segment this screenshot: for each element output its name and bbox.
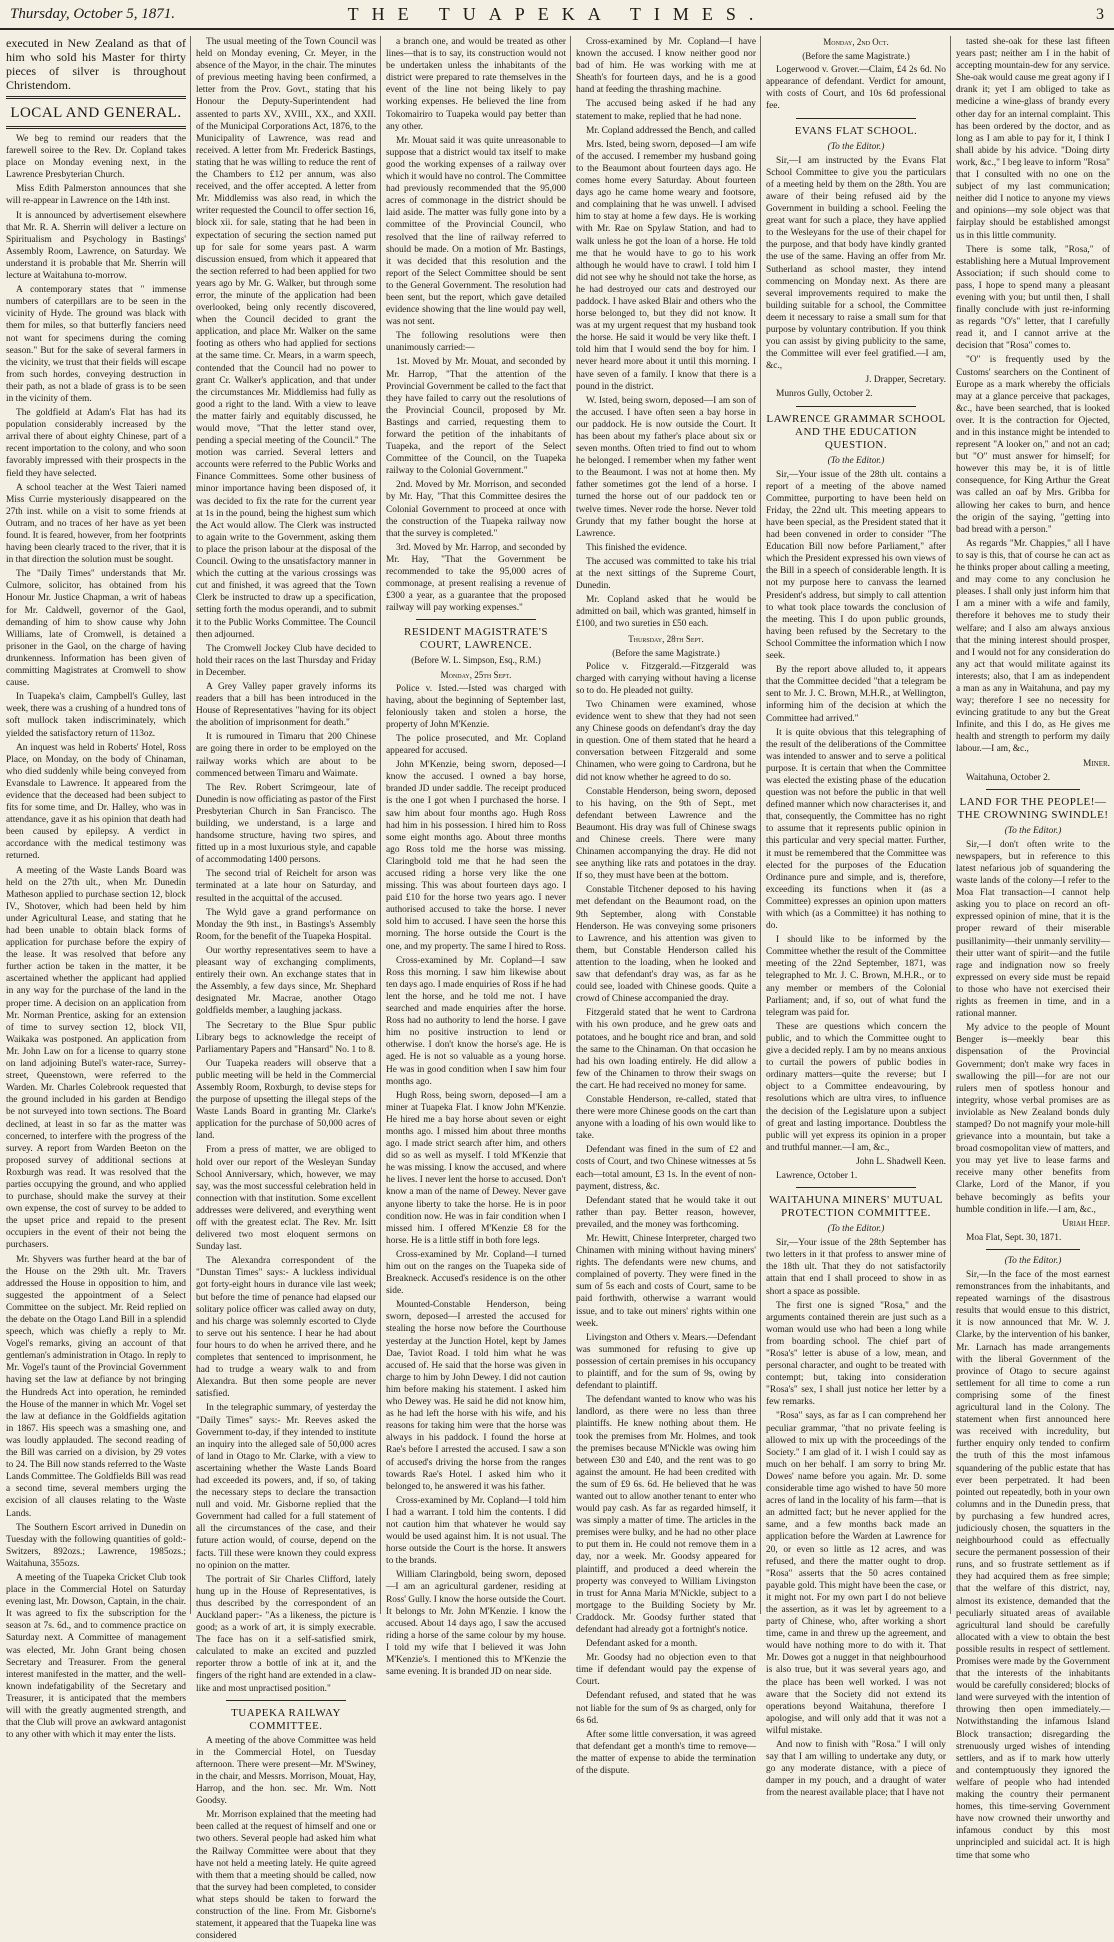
letter-paragraph: As regards "Mr. Chappies," all I have to say is this, that of course he can act as he thinks proper about calling a meeting, and may come to any conclusion he pleases. I shall only just inform him that I am a miner with a wife and family, therefore it behoves me to study their welfare; and I also am always anxious that the mining interest should prosper, and I would not for any consideration do any act that would militate against its interests; also, that I am as independent a man as any in Waitahuna, and pay my way; therefore I see no necessity for evincing gratitude to any but the Great Infinite, and this I do, as He gives me health and strength to perform my daily labour.—I am, &c., [956,538,1110,755]
court-paragraph: Mrs. Isted, being sworn, deposed—I am wife of the accused. I remember my husband going to the Beaumont about fourteen days ago. He comes home every Saturday. About fourteen days ago he came home weary and footsore, and complaining that he was unwell. I advised him to stay at home a few days. He is working with Mr. Rae on Spylaw Station, and had to walk unless he got the loan of a horse. He told me that he would have to go to his work although he would have to crawl. I told him I did not see why he should not take the horse, as he had destroyed our cats and destroyed our paddock. I have asked Blair and others who the horse belonged to, but they did not know. It was at my urgent request that my husband took the horse. He said it would be very like theft. I told him that I would send the boy for him. I never heard more about it until this morning. I have seven of a family. I know that there is a pound in the district. [576,139,756,392]
to-editor-line: (To the Editor.) [827,1224,885,1235]
divider [6,96,186,99]
column-3 [386,36,567,1678]
news-paragraph: Our Tuapeka readers will observe that a public meeting will be held in the Commercial Assembly Room, Roxburgh, to devise steps for the purpose of upsetting the illegal steps of the Waste Lands Board in granting Mr. Clarke's application for the purchase of 50,000 acres of land. [196,1058,376,1142]
column-rule [570,36,571,1614]
divider [6,126,186,129]
court-paragraph: Fitzgerald stated that he went to Cardrona with his own produce, and he grew oats and potatoes, and he bought rice and bran, and sold the same to the Chinaman. On that occasion he had his own loading entirely. He did allow a few of the Chinamen to throw their swags on the cart. He had received no money for same. [576,1008,756,1091]
court-paragraph: Defendant refused, and stated that he was not liable for the sum of 9s as charged, only for 6s 6d. [576,1691,756,1726]
letter-heading: LAWRENCE GRAMMAR SCHOOL AND THE EDUCATION QUESTION. [766,412,946,451]
letter-heading: EVANS FLAT SCHOOL. [794,124,918,137]
court-paragraph: After some little conversation, it was agreed that defendant get a month's time to remove—the matter of expense to abide the termination of the dispute. [576,1729,756,1777]
news-paragraph: A school teacher at the West Taieri named Miss Currie mysteriously disappeared on the 27th inst. while on a visit to some friends at Outram, and no traces of her have as yet been found. It is feared, however, from her footprints having been clearly traced to the river, that it is in that direction the solution must be sought. [6,482,186,566]
article-paragraph: Mr. Morrison explained that the meeting had been called at the request of himself and one or two others. Several people had asked him what the Railway Committee were about that they have not held a meeting lately. He quite agreed with them that a meeting should be called, now that the survey had been completed, to consider what steps should be taken to forward the construction of the line. From Mr. Gisborne's statement, it appeared that the Tuapeka line was considered [196,1810,376,1942]
column-rule [760,36,761,1614]
news-paragraph: It is rumoured in Timaru that 200 Chinese are going there in order to be employed on the railway works which are about to be commenced between Timaru and Waimate. [196,732,376,779]
newspaper-title: THE TUAPEKA TIMES. [347,4,767,24]
court-paragraph: The police prosecuted, and Mr. Copland appeared for accused. [386,733,566,757]
news-paragraph: An inquest was held in Roberts' Hotel, Ross Place, on Monday, on the body of Chinaman, who died suddenly while being conveyed from Evansdale to Lawrence. It appeared from the evidence that the deceased had been subject to fits for some time, and Dr. Halley, who was in attendance, gave it as his opinion that death had been caused by epilepsy. A verdict in accordance with the medical testimony was returned. [6,742,186,862]
court-paragraph: Constable Henderson, being sworn, deposed to his having, on the 9th of Sept., met defendant between Lawrence and the Beaumont. His dray was full of Chinese swags and Chinese creels. There were many Chinamen accompanying the dray. He did not see anything like rats and potatoes in the dray. If so, they must have been at the bottom. [576,786,756,882]
news-paragraph: The Alexandra correspondent of the "Dunstan Times" says:- A luckless individual got forty-eight hours in durance vile last week; but before the time of penance had elapsed our solitary police officer was called away on duty, and his charge was solemnly escorted to Clyde to serve out his sentence. I hear he had about four hours to do when he arrived there, and he completes that sentenced to imprisonment, he had to trudge a weary walk to and from Alexandra. But then some people are never satisfied. [196,1256,376,1400]
divider [986,789,1080,790]
column-4 [576,36,756,1777]
news-paragraph: The goldfield at Adam's Flat has had its population considerably increased by the arrival there of about eighty Chinese, part of a recent importation to the colony, and who soon favorably impressed with their prospects in the field they have selected. [6,408,186,479]
court-paragraph: Defendant stated that he would take it out rather than pay. Better reason, however, prevailed, and the money was forthcoming. [576,1195,756,1230]
court-paragraph: Constable Titchener deposed to his having met defendant on the Beaumont road, on the 9th September, along with Constable Henderson. He was conveying some prisoners to Lawrence, and his attention was given to them, but Constable Henderson called his attention to the loading, when he looked and saw that defendant's dray was, as far as he could see, loaded with Chinese goods. Quite a crowd of Chinese accompanied the dray. [576,885,756,1005]
letter-signature: Miner. [1082,758,1110,769]
news-paragraph: The Wyld gave a grand performance on Monday the 9th inst., in Bastings's Assembly Room, for the benefit of the Tuapeka Hospital. [196,907,376,942]
news-paragraph: A meeting of the Tuapeka Cricket Club took place in the Commercial Hotel on Saturday evening last, Mr. Dowson, Captain, in the chair. It was agreed to fix the subscription for the season at 7s. 6d., and to commence practice on Saturday next. A Committee of management was elected, Mr. John Grant being chosen Secretary and Treasurer. From the general interest manifested in the matter, and the well-known indefatigability of the Secretary and Treasurer, it is anticipated that the members will with the greatly augmented strength, and that the Club will prove an awkward antagonist to any other with which it may enter the lists. [6,1572,186,1741]
court-paragraph: The accused was committed to take his trial at the next sittings of the Supreme Court, Dunedin. [576,556,756,592]
article-paragraph: Mr. Mouat said it was quite unreasonable to suppose that a district would tax itself to make good the working expenses of a railway over which it would have no control. The Committee had previously recommended that the 95,000 acres of commonage in the district should be laid aside. The matter was fully gone into by a committee of the Provincial Council, who resolved that the line of railway referred to should be made. On a motion of Mr. Bastings, it was decided that this resolution and the report of the Select Committee should be sent to the General Government. The resolution had been sent, but the report, which gave detailed evidence showing that the line would pay well, was not sent. [386,135,567,328]
court-paragraph: The accused being asked if he had any statement to make, replied that he had none. [576,99,756,122]
court-paragraph: The defendant wanted to know who was his landlord, as there were no less than three plaintiffs. He knew nothing about them. He took the premises from Mr. Holmes, and took the premises because M'Nickle was owing him between £30 and £40, and the rent was to go against the amount. He had been credited with the sum of £9 6s. 6d. He believed that he was wanted out to allow another tenant to enter who would pay cash. As far as regarded himself, it was simply a matter of time. The articles in the premises were bulky, and he had no other place to put them in. He could not remove them in a day, nor a week. Mr. Goodsy appeared for plaintiff, and produced a deed wherein the property was conveyed to William Livingston in trust for Anna Maria M'Nickle, subject to a mortgage to the Building Society by Mr. Craddock. Mr. Goodsy further stated that defendant had already got a fortnight's notice. [576,1395,756,1635]
news-paragraph: In the telegraphic summary, of yesterday the "Daily Times" says:- Mr. Reeves asked the Government to-day, if they intended to institute an inquiry into the alleged sale of 50,000 acres of land in Otago to Mr. Clarke, with a view to ascertaining whether the Waste Lands Board had exceeded its powers, and, if so, of taking the necessary steps to declare the transaction null and void. Mr. Gisborne replied that the Government had called for a full statement of all the circumstances of the case, and their future action would, of course, depend on the facts. Till these were known they could express no opinion on the matter. [196,1403,376,1571]
letter-paragraph: It is quite obvious that this telegraphing of the result of the deliberations of the Committee was intended to answer and to serve a political purpose. It is certain that when the Committee was elected the existing phase of the education question was not before the public in that well defined manner which now characterises it, and that, consequently, the Committee has no right to assume that it represents public opinion in this particular and very special matter. Further, it must be remembered that the Committee was elected for the purposes of the Education Ordinance pure and simple, and is, therefore, exceeding its functions when it (as a Committee) expresses an opinion upon matters with which (as a Committee) it has nothing to do. [766,727,946,932]
letter-paragraph: Sir,—Your issue of the 28th September has two letters in it that profess to answer mine of the 18th ult. That they do not satisfactorily attain that end I shall proceed to show in as short a space as possible. [766,1238,946,1297]
court-paragraph: Mounted-Constable Henderson, being sworn, deposed—I arrested the accused for stealing the horse now before the Courthouse yesterday at the Junction Hotel, kept by James Dae, Taviot Road. I told him what he was accused of. He said that the horse was given in charge to him by John Dewey. I did not caution him before making his statement. I asked him who Dewey was. He said he did not know him, as he had left the horse with his wife, and his reasons for taking him were that the horse was always in his paddock. I found the horse at Rae's before I arrested the accused. I saw a son of accused's driving the horse from the ranges towards Rae's Hotel. I asked him who it belonged to, he answered it was his father. [386,1300,566,1492]
court-paragraph: Livingston and Others v. Mears.—Defendant was summoned for refusing to give up possession of certain premises in his occupancy to plaintiff, and for the sum of 9s, owing by defendant to plaintiff. [576,1332,756,1392]
letter-heading: WAITAHUNA MINERS' MUTUAL PROTECTION COMMITTEE. [769,1194,943,1220]
news-paragraph: The Rev. Robert Scrimgeour, late of Dunedin is now officiating as pastor of the First Presbyterian Church in San Francisco. The building, we understand, is a large and handsome structure, having two spires, and fitted up in a most luxurious style, and capable of accommodating 1400 persons. [196,782,376,866]
divider [416,619,536,620]
news-paragraph: The Southern Escort arrived in Dunedin on Tuesday with the following quantities of gold:- Switzers, 892ozs.; Lawrence, 1985ozs.; Waitahuna, 355ozs. [6,1522,186,1569]
letter-signature: John L. Shadwell Keen. [856,1156,946,1167]
court-date: Monday, 25th Sept. [440,669,512,680]
court-paragraph: Cross-examined by Mr. Copland—I told him I had a warrant. I told him the contents. I did not caution him that whatever he would say would be used against him. It is not usual. The horse outside the Court is the horse. It answers to the brands. [386,1495,566,1567]
news-paragraph: From a press of matter, we are obliged to hold over our report of the Wesleyan Sunday School Anniversary, which, however, we may say, was the most successful celebration held in connection with that institution. Some excellent addresses were delivered, and everything went off with the greatest eclat. The Rev. Mr. Isitt delivered two most eloquent sermons on Sunday last. [196,1145,376,1253]
divider [796,1187,916,1188]
bench-note: (Before the same Magistrate.) [802,51,910,62]
divider [986,1249,1080,1250]
column-5 [766,36,946,1799]
letter-paragraph: Sir,—In the face of the most earnest remonstrances from the inhabitants, and repeated warnings of the disastrous results that would ensue to this district, it is now announced that Mr. W. J. Clarke, by the intervention of his banker, Mr. Larnach has made arrangements with the liberal Government of the province of Otago to secure against settlement for all time to come a run comprising some of the finest agricultural land in the Colony. The statement when first announced here was received with incredulity, but further enquiry only tended to confirm the truth of this the most infamous squandering of the public estate that has ever been perpetrated. It had been pointed out repeatedly, both in your own columns and in the Dunedin press, that by purchasing a few hundred acres, judiciously chosen, the squatters in the neighbourhood could as effectually secure the permanent possession of their runs, and so frustrate settlement as if they had acquired them as free simple; that the welfare of this district, nay, almost its existence, demanded that the peculiarly situated areas of available agricultural land should be carefully allocated with a view to obtain the best possible results in respect of settlement. Promises were made by the Government that the interests of the inhabitants would be carefully considered; blocks of land were surveyed with the intention of throwing then open immediately.—Notwithstanding the infamous Island Block transaction; disregarding the strenuously urged wishes of intending settlers, and as if to mark how utterly and contemptuously they ignored the welfare of people who had intended making the country their permanent homes, this time-serving Government have now crowned their unworthy and infamous conduct by this most unprincipled and suicidal act. It is high time that some who [956,1270,1110,1861]
court-paragraph: Constable Henderson, re-called, stated that there were more Chinese goods on the cart than anyone with a loading of his own would like to take. [576,1094,756,1142]
court-paragraph: Mr. Copland asked that he would be admitted on bail, which was granted, himself in £100, and two sureties in £50 each. [576,595,756,630]
letter-paragraph: There is some talk, "Rosa," of establishing here a Mutual Improvement Association; if such should come to pass, I hope to spend many a pleasant evening with you; but until then, I shall finally conclude with just re-informing as regards "O's" letter, that I carefully read it, and I cannot arrive at the decision that "Rosa" comes to. [956,244,1110,352]
letter-paragraph: I should like to be informed by the Committee whether the result of the Committee meeting of the 22nd September, 1871, was telegraphed to Mr. J. C. Brown, M.H.R., or to any member or members of the Colonial Parliament; and, if so, out of what fund the telegram was paid for. [766,935,946,1018]
news-paragraph: We beg to remind our readers that the farewell soiree to the Rev. Dr. Copland takes place on Monday evening next, in the Lawrence Presbyterian Church. [6,134,186,181]
court-paragraph: Police v. Fitzgerald.—Fitzgerald was charged with carrying without having a license so to do. He pleaded not guilty. [576,661,756,696]
article-heading: TUAPEKA RAILWAY COMMITTEE. [231,1706,341,1732]
news-paragraph: The "Daily Times" understands that Mr. Culmore, solicitor, has obtained from his Honour Mr. Justice Chapman, a writ of habeas for Mr. Caldwell, governor of the Gaol, demanding of him to show cause why John Williams, late of Cromwell, is detained a prisoner in the Gaol, on the charge of having drunkenness. Information has been given of committing Magistrates at Cromwell to show cause. [6,569,186,689]
letter-paragraph: The first one is signed "Rosa," and the arguments contained therein are just such as a woman would use who had been a long while from boarding school. The chief part of "Rosa's" letter is abuse of a low, mean, and personal character, and ought to be treated with contempt; but, taking into consideration "Rosa's" sex, I shall just notice her letter by a few remarks. [766,1300,946,1408]
column-6 [956,36,1110,1861]
news-paragraph: A contemporary states that " immense numbers of caterpillars are to be seen in the vicinity of Hyde. The ground was black with them for miles, so that butterfly fanciers need not want for specimens during the coming season." But for the sake of several farmers in the vicinity, we trust that their fields will escape from such hordes, conveying destruction in their path, as not a blade of grass is to be seen in the vicinity of them. [6,285,186,404]
court-paragraph: Mr. Goodsy had no objection even to that time if defendant would pay the expense of Court. [576,1653,756,1688]
letter-paragraph: By the report above alluded to, it appears that the Committee decided "that a telegram be sent to Mr. J. C. Brown, M.H.R., at Wellington, informing him of the decision at which the Committee had arrived." [766,665,946,724]
court-date: Monday, 2nd Oct. [823,37,889,47]
letter-heading: LAND FOR THE PEOPLE!—THE CROWNING SWINDLE! [957,795,1109,821]
to-editor-line: (To the Editor.) [1004,1255,1062,1266]
news-paragraph: The Secretary to the Blue Spur public Library begs to acknowledge the receipt of Parliamentary Papers and "Hansard" No. 1 to 8. [196,1020,376,1055]
letter-paragraph: "Rosa" says, as far as I can comprehend her peculiar grammar, "that no private feeling is allowed to mix up with the proceedings of the Society." I am glad of it. I wish I could say as much on her behalf. I am sorry to bring Mr. Dowes' name before you again. Mr. D. some considerable time ago wished to have 50 more acres of land in the locality of his farm—that is an admitted fact; but he never applied for the same, and a few months back made an application before the Warden at Lawrence for 20, or even so little as 12 acres, and was refused, and there the matter ought to drop. "Rosa" asserts that the 50 acres contained payable gold. This might have been the case, or it might not. For my own part I do not believe the assertion, as it was let by agreement to a party of Chinese, who, after working a short time, came in and threw up the agreement, and would have nothing more to do with it. That Mr. Dowes got a nugget in that neighbourhood is also true, but it was several years ago, and the place has been well worked. I was not aware that the Society did not extend its operations beyond Waitahuna, therefore I apologise, and will only add that it was not a wilful mistake. [766,1411,946,1736]
bench-note: (Before the same Magistrate.) [612,647,720,658]
court-date: Thursday, 28th Sept. [628,633,704,644]
letter-place: Waitahuna, October 2. [966,772,1051,783]
news-paragraph: The second trial of Reichelt for arson was terminated at a late hour on Saturday, and resulted in the acquittal of the accused. [196,869,376,904]
column-1 [6,36,186,1741]
court-paragraph: Cross-examined by Mr. Copland—I turned him out on the ranges on the Tuapeka side of Breakneck. Accused's residence is on the other side. [386,1249,566,1297]
article-paragraph: A meeting of the above Committee was held in the Commercial Hotel, on Tuesday afternoon. There were present—Mr. M'Swiney, in the chair, and Messrs. Morrison, Mouat, Hay, Harrop, and the hon. sec. Mr. Wm. Nott Goodsy. [196,1735,376,1807]
issue-date: Thursday, October 5, 1871. [10,6,175,22]
letter-place: Moa Flat, Sept. 30, 1871. [966,1232,1062,1243]
article-heading: RESIDENT MAGISTRATE'S COURT, LAWRENCE. [404,626,548,652]
article-paragraph: a branch one, and would be treated as other lines—that is to say, its construction would not be undertaken unless the inhabitants of the district were prepared to rate themselves in the event of the line not being likely to pay working expenses. He believed the line from Tokomairiro to Tuapeka would pay better than any other. [386,37,566,132]
news-paragraph: A Grey Valley paper gravely informs its readers that a bill has been introduced in the House of Representatives "having for its object the abolition of imprisonment for death." [196,681,376,729]
column-rule [380,36,381,1614]
letter-paragraph: tasted she-oak for these last fifteen years past; neither am I in the habit of accepting mountain-dew for any service. She-oak would cause me great agony if I drank it; yet I am obliged to take as medicine a wine-glass of brandy every other day for an internal complaint. This has been ordered by the doctor, and as long as I am able to pay for it, I think I shall abide by his advice. "Doing dirty work, &c.," I beg leave to inform "Rosa" that I consulted with no one on the subject of my last communication; neither did I notice to anyone my views and opinions—my sole object was that fairplay should be established amongst us in this little community. [956,37,1110,241]
bench-note: (Before W. L. Simpson, Esq., R.M.) [411,655,541,666]
news-paragraph: The Cromwell Jockey Club have decided to hold their races on the last Thursday and Friday in December. [196,643,376,678]
letter-place: Lawrence, October 1. [776,1170,858,1181]
letter-paragraph: Sir,—I am instructed by the Evans Flat School Committee to give you the particulars of a meeting held by them on the 28th. You are aware of their being refused aid by the Government in building a school. Feeling the great want for such a place, they have applied to the Wesleyans for the use of their chapel for the purpose, and that body have kindly granted the use of the same. Having an offer from Mr. Sutherland as school master, they intend commencing on Monday next. As there are several improvements required to make the building suitable for a school, the Committee deem it necessary to raise a small sum for that purpose by voluntary contribution. If you think you can assist by giving publicity to the same, the Committee will ever feel gratified.—I am, &c., [766,155,946,372]
news-paragraph: It is announced by advertisement elsewhere that Mr. R. A. Sherrin will deliver a lecture on Spiritualism and Psychology in Bastings' Assembly Room, Lawrence, on Saturday. We understand it is probable that Mr. Sherrin will lecture at Waitahuna to-morrow. [6,210,186,282]
court-paragraph: Police v. Isted.—Isted was charged with having, about the beginning of September last, feloniously taken and stolen a horse, the property of John M'Kenzie. [386,683,566,730]
to-editor-line: (To the Editor.) [827,141,885,152]
court-paragraph: Mr. Copland addressed the Bench, and called [586,125,756,136]
column-rule [190,36,191,1614]
court-paragraph: Cross-examined by Mr. Copland—I saw Ross this morning. I saw him likewise about ten days ago. I made enquiries of Ross if he had lent the horse, and he told me not. I have searched and made enquiries after the horse. Ross had no authority to lend the horse. I gave him no positive instruction to lend or otherwise. I don't know the horse's age. He is aged. He is not so valuable as a young horse. He was in good condition when I saw him four months ago. [386,955,566,1087]
letter-paragraph: And now to finish with "Rosa." I will only say that I am willing to undertake any duty, or go any moderate distance, with a piece of damper in my pouch, and a draught of water from the nearest available place; that I have not [766,1740,946,1799]
to-editor-line: (To the Editor.) [1004,825,1062,836]
to-editor-line: (To the Editor.) [827,455,885,466]
article-paragraph: 2nd. Moved by Mr. Morrison, and seconded by Mr. Hay, "That this Committee desires the Colonial Government to proceed at once with the construction of the Tuapeka railway now that the survey is completed." [386,480,566,539]
court-paragraph: John M'Kenzie, being sworn, deposed—I know the accused. I owned a bay horse, branded JD under saddle. The receipt produced is the one I got when I purchased the horse. I saw him about four months ago. Hugh Ross had him in his possession. I hired him to Ross some eight months ago. About three months ago Ross told me the horse was missing. Claringbold told me that he had seen the accused riding a horse very like the one missing. This was about fourteen days ago. I paid £10 for the horse two years ago. I never authorised accused to take the horse. I never sold him to accused. I have seen the horse this morning. The horse outside the Court is the one, and my property. The same I hired to Ross. [386,760,566,952]
section-heading: LOCAL AND GENERAL. [10,105,182,121]
masthead [0,0,1114,30]
article-paragraph: The following resolutions were then unanimously carried:— [386,331,566,354]
article-paragraph: 3rd. Moved by Mr. Harrop, and seconded by Mr. Hay, "That the Government be recommended to take the 95,000 acres of commonage, at present realising a revenue of £300 a year, as a guarantee that the proposed railway will pay working expenses." [386,542,566,614]
letter-paragraph: Sir,—I don't often write to the newspapers, but in reference to this latest nefarious job of squandering the waste lands of the colony—I refer to the Moa Flat transaction—I cannot help asking you to place on record an oft-expressed opinion of mine, that it is the proper reward of their miserable pusillanimity—their unmanly servility—their utter want of spirit—and the futile rage and indignation now so freely expressed on every side must be repaid to those who have not exercised their rights as freemen in time, and in a rational manner. [956,839,1110,1020]
letter-paragraph: These are questions which concern the public, and to which the Committee ought to give a decided reply. I am by no means anxious to curtail the powers of public bodies in ordinary matters—quite the reverse; but I object to a Committee endeavouring, by resolutions which are ultra vires, to influence the decision of the Legislature upon a subject of great and lasting importance. Doubtless the public will yet express its opinion in a proper and truthful manner.—I am, &c., [766,1021,946,1153]
court-paragraph: Defendant asked for a month. [586,1639,698,1650]
news-paragraph: In Tuapeka's claim, Campbell's Gulley, last week, there was a crushing of a hundred tons of soft mullock taken indiscriminately, which yielded the satisfactory return of 113oz. [6,692,186,739]
letter-paragraph: My advice to the people of Mount Benger is—meekly bear this dispensation of the Provincial Government; don't make wry faces in swallowing the pill—for are not our rulers men of spotless honour and integrity, whose verbal promises are as inviolable as New Zealand bonds duly stamped? Do not magnify your mole-hill grievance into a mountain, but take a broad cosmopolitan view of matters, and you may yet live to lease farms and receive many other benefits from Clarke, Lord of the Manor, if you behave becomingly as befits your humble condition in life.—I am, &c., [956,1023,1110,1215]
court-paragraph: Logerwood v. Grover.—Claim, £4 2s 6d. No appearance of defendant. Verdict for amount, with costs of Court, and 10s 6d professional fee. [766,65,946,112]
court-paragraph: Two Chinamen were examined, whose evidence went to shew that they had not seen any Chinese goods on defendant's dray the day in question. One of them stated that he heard a conversation between Fitzgerald and some Chinamen, who were going to Cardrona, but he did not know whether he agreed to do so. [576,699,756,783]
news-paragraph: Mr. Shyvers was further heard at the bar of the House on the 29th ult. Mr. Travers addressed the House in opposition to him, and suggested the appointment of a Select Committee on the subject. Mr. Reid replied on the debate on the Otago Land Bill in a splendid speech, which was chiefly a reply to Mr. Vogel's remarks, giving an account of that gentleman's administration in Otago. In reply to Mr. Vogel's taunt of the Provincial Government having set the law at defiance by not bringing the Hundreds Act into operation, he reminded the House of the manner in which Mr. Vogel set the law at defiance in the Goldfields agitation in 1867. His speech was a smashing one, and was loudly applauded. The second reading of the Bill was carried on a division, by 29 votes to 24. The Bill now stands referred to the Waste Lands Committee. The Goldfields Bill was read a second time, several members urging the excision of all clauses relating to the Waste Lands. [6,1254,186,1519]
news-paragraph: Miss Edith Palmerston announces that she will re-appear in Lawrence on the 14th inst. [6,184,186,207]
court-paragraph: W. Isted, being sworn, deposed—I am son of the accused. I have often seen a bay horse in our paddock. He is now outside the Court. It has been about my father's place about six or seven months. Often tried to find out to whom he belonged. I remember when my father went to the Beaumont. I was not at home then. My father sometimes got the lend of a horse. I turned the horse out of our paddock ten or twelve times. Never rode the horse. Never told Grundy that my father bought the horse at Lawrence. [576,395,756,539]
court-paragraph: Cross-examined by Mr. Copland—I have known the accused. I know neither good nor bad of him. He was working with me at Sheath's for fourteen days, and he is a good hand at feeding the thrashing machine. [576,37,756,96]
court-paragraph: Defendant was fined in the sum of £2 and costs of Court, and two Chinese witnesses at 5s each—total amount, £3 1s. In the event of non-payment, distress, &c. [576,1145,756,1192]
court-paragraph: This finished the evidence. [586,542,688,553]
letter-place: Munros Gully, October 2. [776,389,873,400]
letter-paragraph: Sir,—Your issue of the 28th ult. contains a report of a meeting of the above named Committee, purporting to have been held on Friday, the 22nd ult. This meeting appears to have been special, as the President stated that it had been convened in order to consider "The Education Bill now before Parliament," after which the President expressed his own views of the Bill in a speech of considerable length. It is not my purpose here to canvass the learned President's address, but simply to call attention to what took place towards the conclusion of the meeting. This I do upon public grounds, having been refused by the Secretary to the School Committee the information which I now seek. [766,469,946,662]
letter-paragraph: "O" is frequently used by the Customs' searchers on the Continent of Europe as a mark whereby the officials may at a glance perceive that packages, &c., have been searched, that is looked over. It is the contraction for Ojected, and in this instance might be intended to represent "A looker on," and not an cad; but "O" must answer for himself; for however this may be, it is of little consequence, for King Arthur the Great was called an oaf by Mrs. Gribba for allowing her cakes to burn, and hence the origin of the saying, "getting into bad bread with a person." [956,355,1110,535]
article-paragraph: 1st. Moved by Mr. Mouat, and seconded by Mr. Harrop, "That the attention of the Provincial Government be called to the fact that they have failed to carry out the resolutions of the Provincial Council, proposed by Mr. Bastings and carried, requesting them to forward the petition of the inhabitants of Tuapeka, and the report of the Select Committee of the Council, on the Tuapeka railway to the Colonial Government." [386,357,566,477]
column-rule [950,36,951,1614]
divider [226,1700,346,1701]
divider [796,118,916,119]
news-paragraph: The portrait of Sir Charles Clifford, lately hung up in the House of Representatives, is thus described by the correspondent of an Auckland paper:- "As a likeness, the picture is good; as a work of art, it is simply execrable. The face has on it a self-satisfied smirk, calculated to make an excited and puzzled reporter throw a bottle of ink at it, and the fingers of the right hand are extended in a claw-like and most unpractised position." [196,1574,376,1694]
news-paragraph: A meeting of the Waste Lands Board was held on the 27th ult., when Mr. Dunedin Matheson applied to purchase section 12, block IV., Shotover, which had been held by him under Agricultural Lease, and stating that he had been unable to obtain black forms of application for purchase before the expiry of the lease. It was resolved that before any further action be taken in the matter, it be ascertained whether the applicant had applied in any way for the purchase of the land in the proper time. A decision on an application from Mr. Norman Prentice, asking for an extension of time to survey section 12, block VII, Waikaka was postponed. An application from Mr. John Law on for a license to quarry stone on land adjoining Butel's water-race, Surrey-street, Queenstown, were referred to the Warden. Mr. Charles Colebrook requested that the ground included in his garden at Bendigo be not surveyed into town sections. The Board declined, at least in so far as the matter was concerned, to interfere with the progress of the survey. A report from Warden Beeton on the proposed survey of additional sections at Roxburgh was read. It was resolved that the parties occupying the ground, and who applied to purchase, should make the survey at their own expense, the cost of survey to be added to the upset price and repaid to the present occupiers in the event of their not being the purchasers. [6,865,186,1251]
news-paragraph: The usual meeting of the Town Council was held on Monday evening, Cr. Meyer, in the absence of the Mayor, in the chair. The minutes of previous meeting having been confirmed, a letter from the Prov. Govt., stating that his Honour the Deputy-Superintendent had assented to parts XV., XVIII., XX., and XXII. of the Municipal Corporations Act, 1876, to the Municipality of Lawrence, was read and received. A letter from Mr. Frederick Bastings, stating that he was willing to reduce the rent of the Chambers to £12 per annum, was also received, and the offer accepted. A letter from Mr. Middlemiss was also read, in which the writer requested the Council to offer section 16, block xii. for sale, stating that he had been in expectation of securing the section named put up for sale for some years past. A warm discussion ensued, from which it appeared that the section referred to had been applied for two years ago by Mr. G. Walker, but through some error, the minute of the application had been overlooked, being only recently discovered, when the Council decided to grant the application, and place Mr. Walker on the same footing as others who had applied for sections at the same time. Cr. Mears, in a warm speech, contended that the Council had no power to grant Cr. Walker's application, and that under the circumstances Mr. Middlemiss had fully as good a right to the land. With a view to leave the matter fairly and equitably discussed, he would move, "That the letter stand over, pending a special meeting of the Council." The motion was carried. Several letters and accounts were referred to the Public Works and Finance Committees. Some other business of minor importance having been disposed of, it was decided to fix the rate for the current year at 1s in the pound, being the highest sum which the Act would allow. The Clerk was instructed to again write to the Government, asking them to place the prison labour at the disposal of the Council. Owing to the unsatisfactory manner in which the cutting at the various crossings was cut and finished, it was agreed that the Town Clerk be instructed to draw up a specification, setting forth the modus operandi, and to submit it to the Public Works Committee. The Council then adjourned. [196,37,376,640]
letter-signature: J. Drapper, Secretary. [865,375,946,386]
court-paragraph: William Claringbold, being sworn, deposed—I am an agricultural gardener, residing at Ross' Gully. I know the horse outside the Court. It belongs to Mr. John M'Kenzie. I know the accused. About 14 days ago, I saw the accused riding a horse of the same colour by my house. I told my wife that I believed it was John M'Kenzie's. I mentioned this to M'Kenzie the same evening. It is branded JD on near side. [386,1570,566,1678]
news-paragraph: Our worthy representatives seem to have a pleasant way of exchanging compliments, entirely their own. An exchange states that in the Assembly, a few days since, Mr. Shephard designated Mr. Macrae, another Otago goldfields member, a laughing jackass. [196,945,376,1017]
divider [796,406,916,407]
court-paragraph: Hugh Ross, being sworn, deposed—I am a miner at Tuapeka Flat. I know John M'Kenzie. He hired me a bay horse about seven or eight months ago. I missed him about three months ago. I made strict search after him, and others did so as well as myself. I told M'Kenzie that he was missing. I know the accused, and where he lives. I never lent the horse to accused. Don't know a man of the name of Dewey. Never gave anyone liberty to take the horse. He is in poor condition now. He was in fair condition when I missed him. I offered M'Kenzie £8 for the horse. He is a little stiff in both fore legs. [386,1090,566,1246]
continued-text: executed in New Zealand as that of him who sold his Master for thirty pieces of silver is throughout Christendom. [6,36,186,92]
court-paragraph: Mr. Hewitt, Chinese Interpreter, charged two Chinamen with mining without having miners' rights. The defendants were new chums, and complained of poverty. They were fined in the sum of 5s each and costs of Court, same to be paid forthwith, otherwise a warrant would issue, and to take out miners' rights within one week. [576,1234,756,1329]
column-2 [196,36,376,1942]
page-number: 3 [1096,6,1104,23]
letter-signature: Uriah Heep. [1062,1218,1110,1229]
